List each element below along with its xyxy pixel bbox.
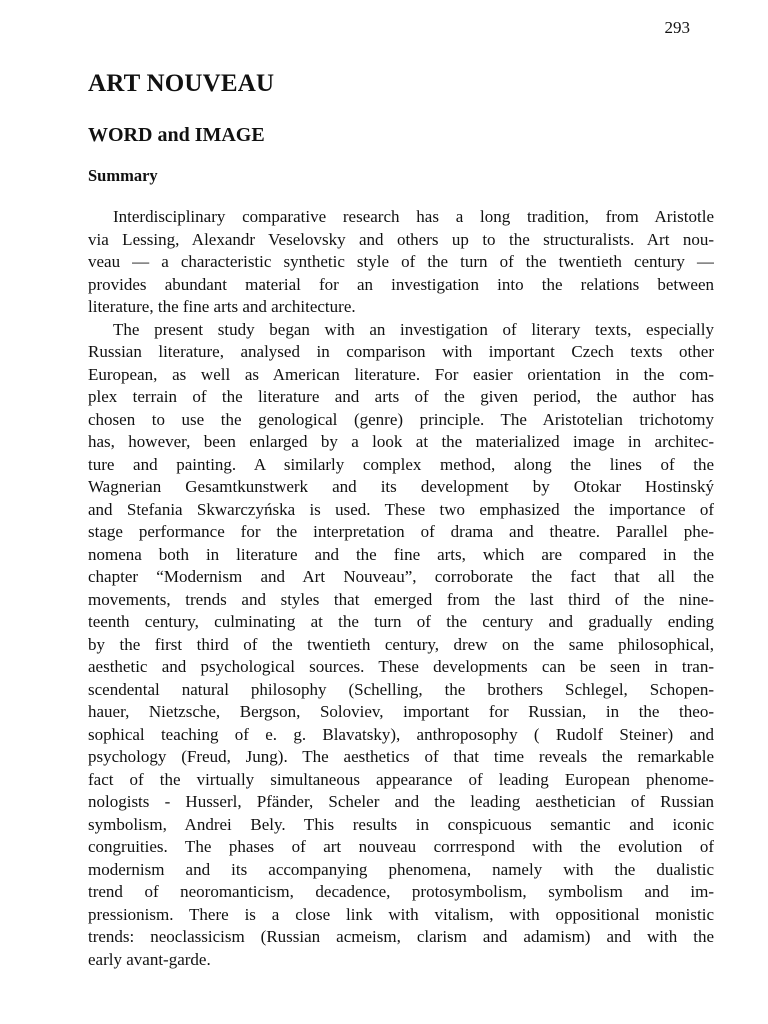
body-text [88,206,714,971]
section-heading: Summary [88,166,158,185]
text-line: has, however, been enlarged by a look at the materialized image in architec- [88,432,714,451]
text-line: symbolism, Andrei Bely. This results in conspicuous semantic and iconic [88,814,714,834]
text-line: early avant-garde. [88,949,211,969]
text-line: fact of the virtually simultaneous appearance of leading European phenome- [88,769,714,789]
text-line: chosen to use the genological (genre) principle. The Aristotelian trichotomy [88,409,714,429]
text-line: nologists - Husserl, Pfänder, Scheler and the leading aesthetician of Russian [88,792,714,811]
text-line: The present study began with an investigation of literary texts, especially [113,319,714,339]
text-line: European, as well as American literature. For easier orientation in the com- [88,364,714,384]
text-line: Wagnerian Gesamtkunstwerk and its development by Otokar Hostinský [88,477,714,496]
text-line: ture and painting. A similarly complex method, along the lines of the [88,454,714,474]
text-line: aesthetic and psychological sources. These developments can be seen in tran- [88,657,714,676]
text-line: modernism and its accompanying phenomena, namely with the dualistic [88,859,714,879]
text-line: Interdisciplinary comparative research has a long tradition, from Aristotle [113,207,714,226]
text-line: via Lessing, Alexandr Veselovsky and others up to the structuralists. Art nou- [88,229,714,249]
text-line: nomena both in literature and the fine arts, which are compared in the [88,544,714,564]
text-line: congruities. The phases of art nouveau corrrespond with the evolution of [88,837,714,856]
text-line: hauer, Nietzsche, Bergson, Soloviev, important for Russian, in the theo- [88,702,714,721]
text-line: literature, the fine arts and architecture. [88,297,356,316]
page-number: 293 [664,18,690,37]
text-line: sophical teaching of e. g. Blavatsky), anthroposophy ( Rudolf Steiner) and [88,724,714,744]
paragraph [88,319,714,972]
text-line: trends: neoclassicism (Russian acmeism, clarism and adamism) and with the [88,927,714,946]
text-line: veau — a characteristic synthetic style of the turn of the twentieth century — [88,252,714,271]
text-line: stage performance for the interpretation of drama and theatre. Parallel phe- [88,522,714,541]
text-line: pressionism. There is a close link with vitalism, with oppositional monistic [88,904,714,924]
text-line: scendental natural philosophy (Schelling, the brothers Schlegel, Schopen- [88,679,714,699]
text-line: provides abundant material for an investigation into the relations between [88,274,714,294]
text-line: plex terrain of the literature and arts of the given period, the author has [88,387,714,406]
text-line: Russian literature, analysed in comparison with important Czech texts other [88,342,714,361]
text-line: teenth century, culminating at the turn of the century and gradually ending [88,612,714,631]
text-line: by the first third of the twentieth century, drew on the same philosophical, [88,634,714,654]
text-line: movements, trends and styles that emerged from the last third of the nine- [88,589,714,609]
text-line: psychology (Freud, Jung). The aesthetics of that time reveals the remarkable [88,747,714,766]
document-subtitle: WORD and IMAGE [88,124,265,146]
document-title: ART NOUVEAU [88,70,275,97]
text-line: trend of neoromanticism, decadence, protosymbolism, symbolism and im- [88,882,714,901]
text-line: chapter “Modernism and Art Nouveau”, corroborate the fact that all the [88,567,714,586]
paragraph [88,206,714,319]
text-line: and Stefania Skwarczyńska is used. These two emphasized the importance of [88,499,714,519]
